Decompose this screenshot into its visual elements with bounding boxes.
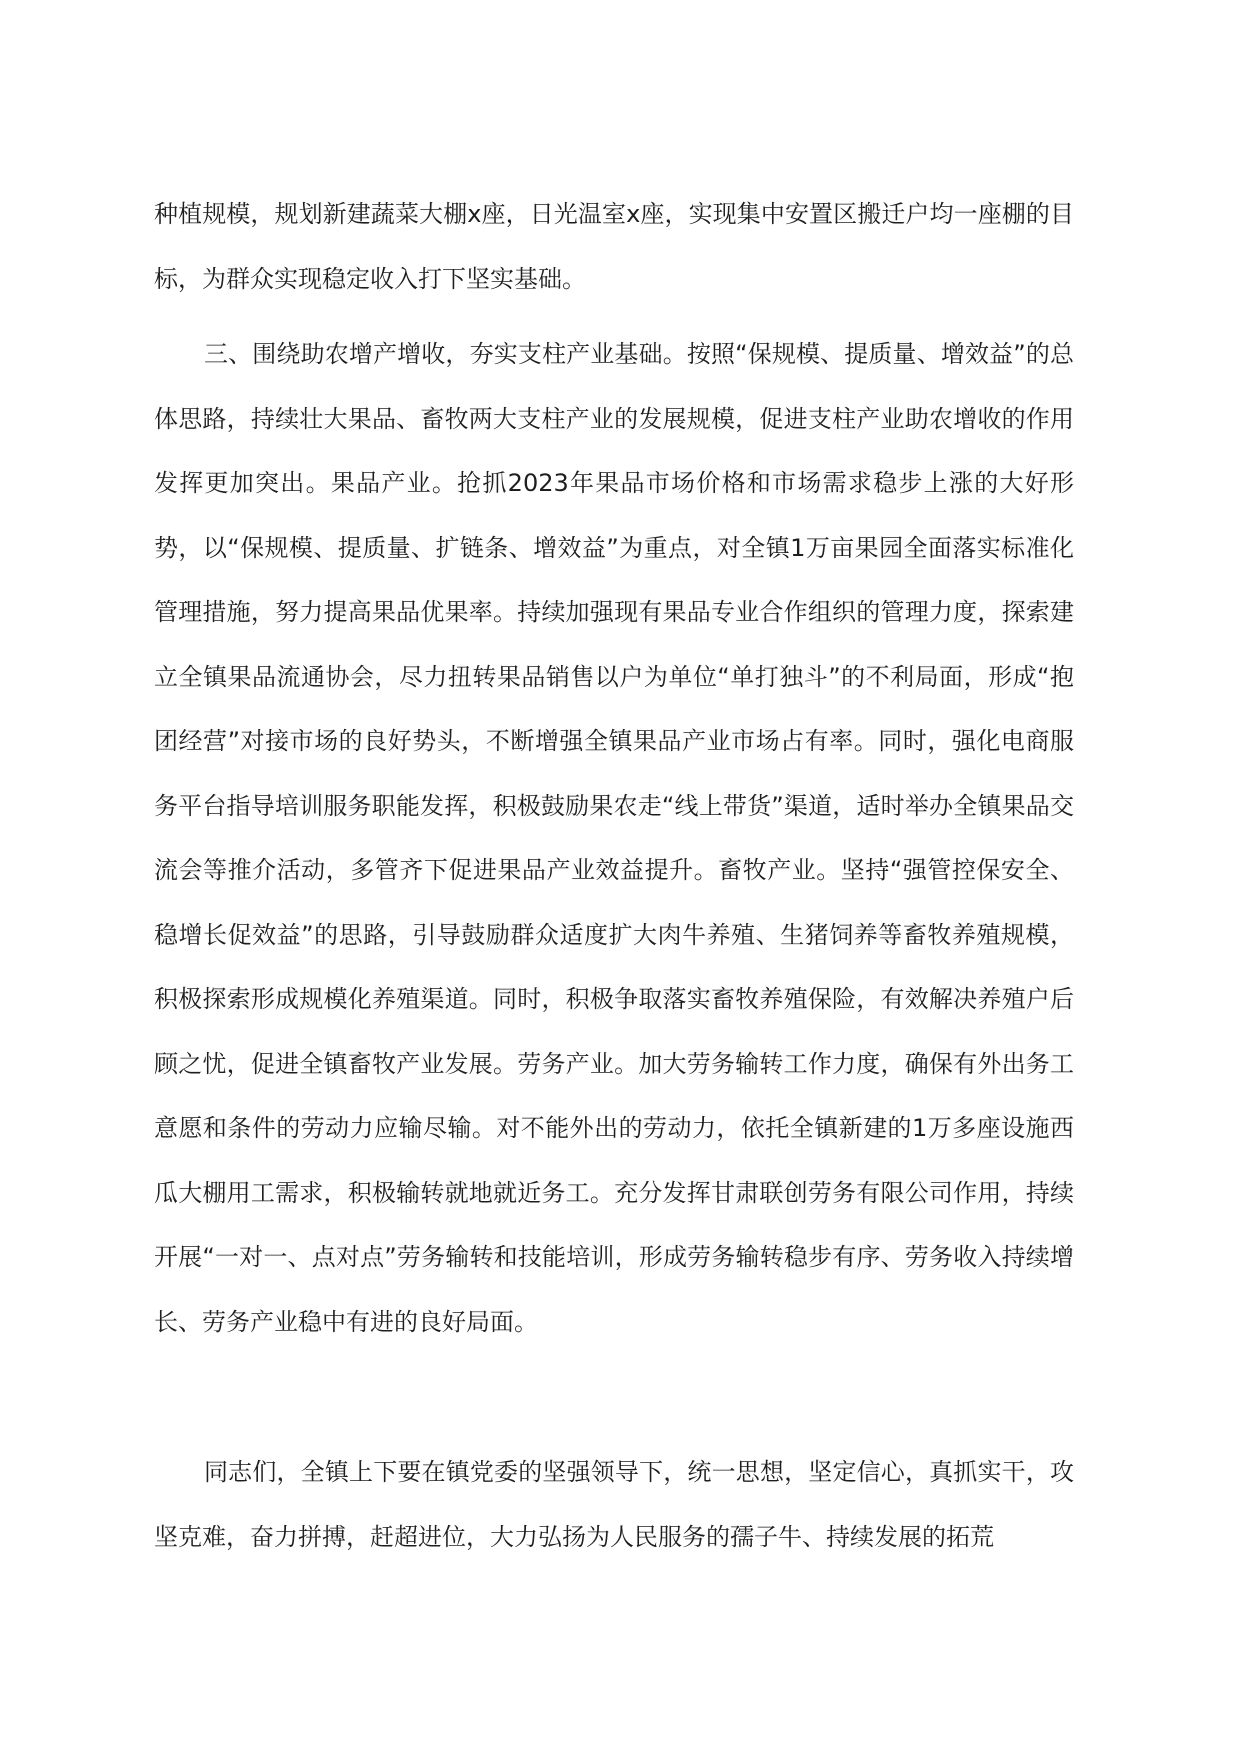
paragraph-section-three — [154, 322, 1074, 1354]
paragraph-continuation — [154, 182, 1074, 311]
paragraph-text: 同志们，全镇上下要在镇党委的坚强领导下，统一思想，坚定信心，真抓实干，攻坚克难，奋力拼搏，赶超进位，大力弘扬为人民服务的孺子牛、持续发展的拓荒 — [154, 1458, 1074, 1551]
paragraph-text: 三、围绕助农增产增收，夯实支柱产业基础。按照“保规模、提质量、增效益”的总体思路，持续壮大果品、畜牧两大支柱产业的发展规模，促进支柱产业助农增收的作用发挥更加突出。果品产业。抢抓2023年果品市场价格和市场需求稳步上涨的大好形势，以“保规模、提质量、扩链条、增效益”为重点，对全镇1万亩果园全面落实标准化管理措施，努力提高果品优果率。持续加强现有果品专业合作组织的管理力度，探索建立全镇果品流通协会，尽力扭转果品销售以户为单位“单打独斗”的不利局面，形成“抱团经营”对接市场的良好势头，不断增强全镇果品产业市场占有率。同时，强化电商服务平台指导培训服务职能发挥，积极鼓励果农走“线上带货”渠道，适时举办全镇果品交流会等推介活动，多管齐下促进果品产业效益提升。畜牧产业。坚持“强管控保安全、稳增长促效益”的思路，引导鼓励群众适度扩大肉牛养殖、生猪饲养等畜牧养殖规模，积极探索形成规模化养殖渠道。同时，积极争取落实畜牧养殖保险，有效解决养殖户后顾之忧，促进全镇畜牧产业发展。劳务产业。加大劳务输转工作力度，确保有外出务工意愿和条件的劳动力应输尽输。对不能外出的劳动力，依托全镇新建的1万多座设施西瓜大棚用工需求，积极输转就地就近务工。充分发挥甘肃联创劳务有限公司作用，持续开展“一对一、点对点”劳务输转和技能培训，形成劳务输转稳步有序、劳务收入持续增长、劳务产业稳中有进的良好局面。 — [154, 340, 1074, 1336]
paragraph-closing — [154, 1440, 1074, 1569]
paragraph-text: 种植规模，规划新建蔬菜大棚x座，日光温室x座，实现集中安置区搬迁户均一座棚的目标，为群众实现稳定收入打下坚实基础。 — [154, 200, 1074, 293]
